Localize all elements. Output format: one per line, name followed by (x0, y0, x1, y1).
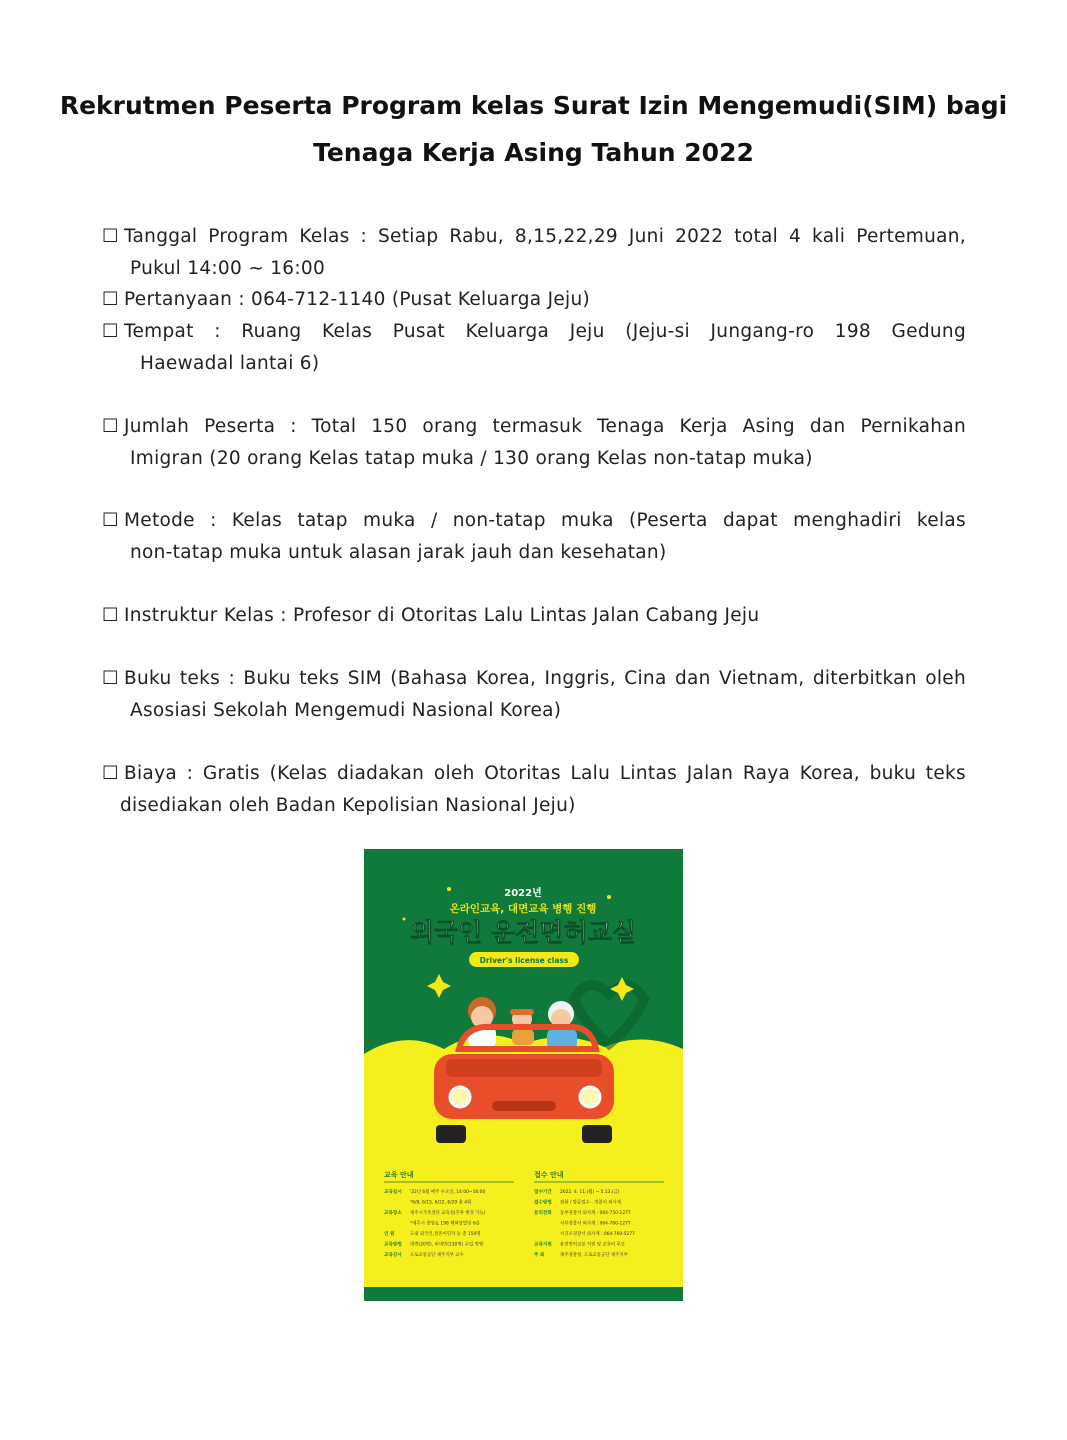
list-item-method: ☐ Metode : Kelas tatap muka / non-tatap muka (Peserta dapat menghadiri kelas non-tatap muka untuk alasan jarak jauh dan kesehatan) (102, 505, 966, 568)
poster-right-row-key: 접수방법 (534, 1200, 552, 1206)
checkbox-icon: ☐ (102, 763, 119, 784)
poster-left-row-value: 대면(20명), 비대면(130명) 수업 병행 (410, 1242, 484, 1248)
poster-left-row-value: 제주시가족센터 교육실(추후 변경 가능) (410, 1211, 486, 1216)
list-item-instructor: ☐ Instruktur Kelas : Profesor di Otoritas Lalu Lintas Jalan Cabang Jeju (102, 600, 966, 632)
list-item-schedule: ☐ Tanggal Program Kelas : Setiap Rabu, 8,15,22,29 Juni 2022 total 4 kali Pertemuan, Pukul 14:00 ~ 16:00 (102, 221, 966, 284)
title-line-2: Tenaga Kerja Asing Tahun 2022 (313, 138, 754, 167)
poster-left-row-value: *6/8, 6/15, 6/22, 6/29 총 4회 (410, 1200, 472, 1206)
poster-headline: 외국인 운전면허교실 (409, 918, 637, 947)
checkbox-icon: ☐ (102, 321, 119, 342)
checkbox-icon: ☐ (102, 605, 119, 626)
poster-left-row-key: 교육일시 (384, 1190, 402, 1195)
poster-right-row-key: 주 최 (534, 1253, 545, 1258)
poster-right-row-key: 교육지원 (534, 1242, 552, 1248)
poster-right-row-value: 전화 / 방문접수 - 경찰서 외사계 (560, 1200, 621, 1206)
poster-right-row-key: 문의전화 (534, 1211, 552, 1216)
poster-left-row-key: 교육방법 (384, 1242, 402, 1248)
checkbox-icon: ☐ (102, 416, 119, 437)
poster-left-row-key: 교육강사 (384, 1253, 402, 1258)
title-line-1: Rekrutmen Peserta Program kelas Surat Izin Mengemudi(SIM) bagi (59, 91, 1008, 120)
list-item-textbook: ☐ Buku teks : Buku teks SIM (Bahasa Korea, Inggris, Cina dan Vietnam, diterbitkan oleh Asosiasi Sekolah Mengemudi Nasional Korea) (102, 663, 966, 726)
poster-right-row-value: 동부경찰서 외사계 : 064-750-1277 (560, 1211, 631, 1216)
poster-right-row-value: 제주경찰청, 도로교통공단 제주지부 (560, 1253, 628, 1258)
poster-left-heading: 교육 안내 (384, 1171, 414, 1179)
checkbox-icon: ☐ (102, 510, 119, 531)
poster-bottom-band (364, 1287, 683, 1301)
list-item-place: ☐ Tempat : Ruang Kelas Pusat Keluarga Jeju (Jeju-si Jungang-ro 198 Gedung Haewadal lantai 6) (102, 316, 966, 379)
poster-right-row-value: 2022. 4. 11.(월) ~ 5.13.(금) (560, 1190, 620, 1195)
checkbox-icon: ☐ (102, 289, 119, 310)
poster-left-row-key: 인 원 (384, 1232, 395, 1237)
poster-left-row-value: *제주시 중앙로 198 해와달빌딩 6층 (410, 1221, 480, 1227)
poster-right-row-value: 운전면허교본 지원 및 교육비 무료 (560, 1242, 625, 1248)
poster-left-row-value: 도로교통공단 제주지부 교수 (410, 1253, 464, 1258)
poster-right-heading: 접수 안내 (534, 1171, 564, 1179)
poster-pill-label: Driver's license class (479, 956, 569, 965)
checkbox-icon: ☐ (102, 668, 119, 689)
poster-subtitle: 온라인교육, 대면교육 병행 진행 (449, 903, 597, 915)
list-item-participants: ☐ Jumlah Peserta : Total 150 orang termasuk Tenaga Kerja Asing dan Pernikahan Imigran (20 orang Kelas tatap muka / 130 orang Kelas non-tatap muka) (102, 411, 966, 474)
poster-left-row-value: 도내 외국인,결혼이민자 등 총 150명 (410, 1232, 481, 1237)
class-poster (364, 849, 683, 1301)
poster-left-row-value: '22년 6월 매주 수요일, 14:00~16:00 (410, 1190, 486, 1195)
poster-right-row-value: 서귀포경찰서 외사계 : 064-760-5277 (560, 1232, 635, 1237)
checkbox-icon: ☐ (102, 226, 119, 247)
poster-year: 2022년 (504, 888, 542, 899)
poster-right-row-value: 서부경찰서 외사계 : 064-760-1277 (560, 1221, 631, 1227)
list-item-inquiry: ☐ Pertanyaan : 064-712-1140 (Pusat Keluarga Jeju) (102, 284, 966, 316)
poster-right-row-key: 접수기간 (534, 1190, 552, 1195)
list-item-cost: ☐ Biaya : Gratis (Kelas diadakan oleh Otoritas Lalu Lintas Jalan Raya Korea, buku teks disediakan oleh Badan Kepolisian Nasional Jeju) (102, 758, 966, 821)
poster-left-row-key: 교육장소 (384, 1211, 402, 1216)
